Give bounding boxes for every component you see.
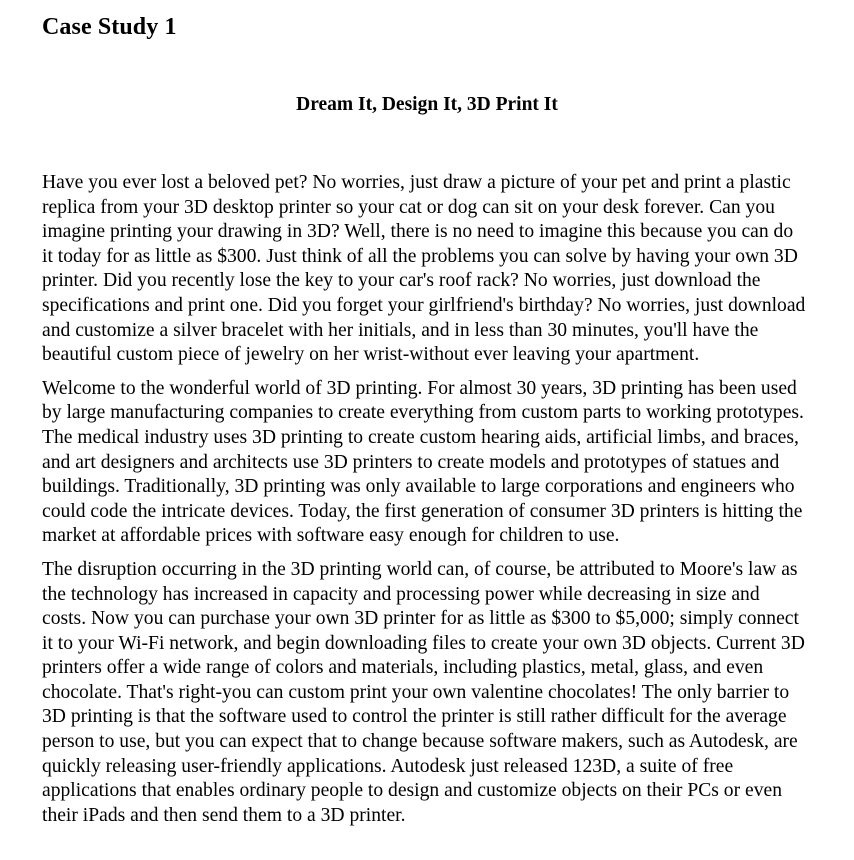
text-line: printers offer a wide range of colors and materials, including plastics, metal, glass, and even — [42, 657, 764, 679]
paragraph-1 — [42, 171, 842, 368]
paragraph-3 — [42, 558, 842, 829]
text-line: The disruption occurring in the 3D printing world can, of course, be attributed to Moore's law as — [42, 558, 798, 580]
text-line: Have you ever lost a beloved pet? No worries, just draw a picture of your pet and print a plastic — [42, 172, 791, 193]
case-study-heading: Case Study 1 — [42, 14, 177, 40]
text-line: and customize a silver bracelet with her initials, and in less than 30 minutes, you'll have the — [42, 319, 759, 341]
text-line: The medical industry uses 3D printing to create custom hearing aids, artificial limbs, and braces, — [42, 426, 799, 448]
text-line: buildings. Traditionally, 3D printing was only available to large corporations and engineers who — [42, 476, 795, 498]
text-line: by large manufacturing companies to create everything from custom parts to working prototypes. — [42, 402, 804, 424]
text-line: 3D printing is that the software used to control the printer is still rather difficult for the average — [42, 706, 787, 728]
text-line: applications that enables ordinary people to design and customize objects on their PCs or even — [42, 780, 783, 802]
text-line: market at affordable prices with software easy enough for children to use. — [42, 525, 620, 547]
text-line: costs. Now you can purchase your own 3D printer for as little as $300 to $5,000; simply connect — [42, 608, 799, 630]
text-line: could code the intricate devices. Today, the first generation of consumer 3D printers is hitting the — [42, 500, 803, 522]
text-line: chocolate. That's right-you can custom print your own valentine chocolates! The only barrier to — [42, 681, 790, 703]
text-line: printer. Did you recently lose the key to your car's roof rack? No worries, just download the — [42, 270, 761, 292]
text-line: Welcome to the wonderful world of 3D printing. For almost 30 years, 3D printing has been used — [42, 377, 797, 399]
paragraph-2 — [42, 377, 842, 549]
text-line: replica from your 3D desktop printer so your cat or dog can sit on your desk forever. Can you — [42, 196, 775, 218]
text-line: the technology has increased in capacity and processing power while decreasing in size and — [42, 583, 760, 605]
text-line: it today for as little as $300. Just think of all the problems you can solve by having your own 3D — [42, 245, 798, 267]
text-line: imagine printing your drawing in 3D? Well, there is no need to imagine this because you can do — [42, 221, 794, 243]
article-title: Dream It, Design It, 3D Print It — [296, 94, 558, 115]
text-line: person to use, but you can expect that to change because software makers, such as Autodesk, are — [42, 731, 798, 753]
text-line: beautiful custom piece of jewelry on her wrist-without ever leaving your apartment. — [42, 344, 700, 366]
text-line: quickly releasing user-friendly applications. Autodesk just released 123D, a suite of free — [42, 755, 734, 777]
text-line: their iPads and then send them to a 3D printer. — [42, 804, 406, 826]
text-line: specifications and print one. Did you forget your girlfriend's birthday? No worries, just download — [42, 294, 806, 316]
text-line: it to your Wi-Fi network, and begin downloading files to create your own 3D objects. Current 3D — [42, 632, 805, 654]
article-body — [42, 171, 842, 837]
text-line: and art designers and architects use 3D printers to create models and prototypes of statues and — [42, 451, 780, 473]
